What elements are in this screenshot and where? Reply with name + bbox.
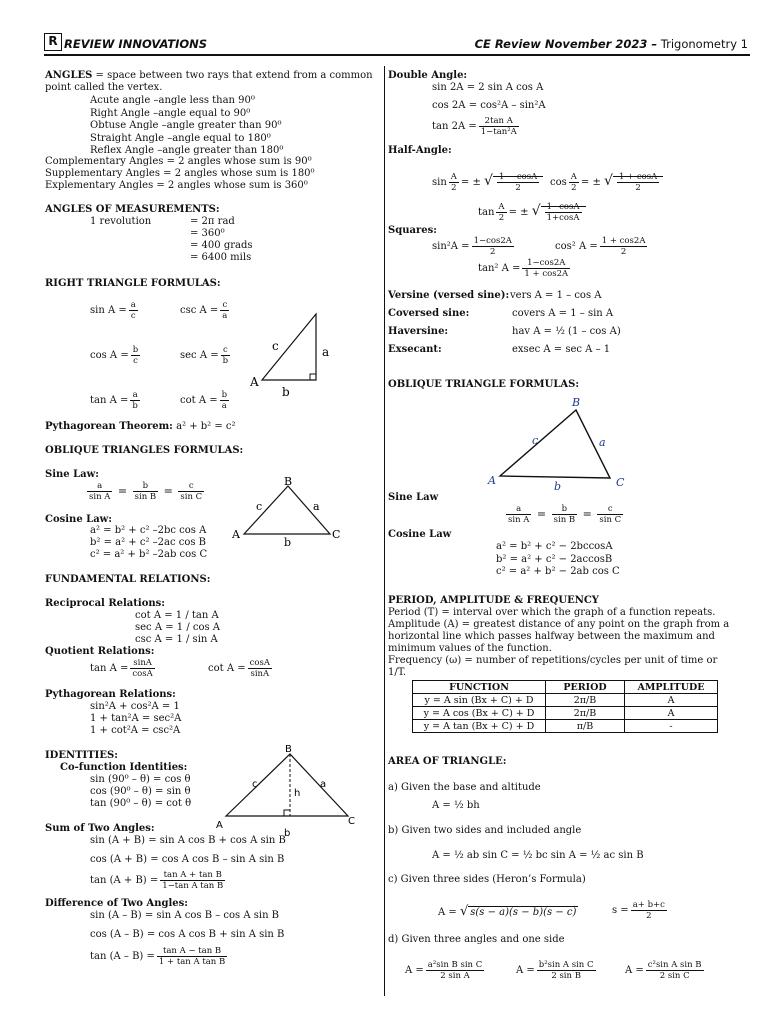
formula-sin (90, 300, 140, 321)
formula-part: Amplitude (A) = greatest distance of any point on the graph from a (388, 619, 730, 630)
formula-part: sin B (553, 515, 576, 525)
formula-part: 2 (490, 247, 496, 257)
formula-part: cos² A = (555, 241, 598, 252)
double-tan (432, 116, 521, 137)
table-row (413, 707, 718, 720)
measurement-value: = 2π rad (190, 216, 235, 227)
area-c-label: c) Given three sides (Heron’s Formula) (388, 874, 586, 885)
area-a-formula: A = ½ bh (432, 800, 480, 811)
angles-title: ANGLES (45, 70, 93, 81)
formula-part: sinA (130, 658, 154, 669)
formula-part: C (616, 476, 625, 489)
formula-part: tan (90⁰ – θ) = cot θ (90, 798, 192, 809)
area-b-label: b) Given two sides and included angle (388, 825, 582, 836)
formula-part: b (221, 390, 228, 400)
column-divider (384, 66, 385, 996)
pythagorean-theorem (45, 421, 236, 432)
pyth-label: Pythagorean Theorem: (45, 421, 173, 432)
angle-sum: Complementary Angles = 2 angles whose sum is 90⁰ (45, 156, 312, 167)
formula-part: 2 (451, 183, 457, 193)
area-d-label: d) Given three angles and one side (388, 934, 565, 945)
area-b-formula: A = ½ ab sin C = ½ bc sin A = ½ ac sin B (432, 850, 644, 861)
formula-part: 2π/B (546, 694, 625, 707)
formula-part: 1 − cosA (498, 172, 538, 182)
formula-part: c² = a² + b² − 2ab cos C (496, 566, 620, 577)
formula-part: c²sin A sin B (647, 960, 702, 970)
formula-part: csc A = (180, 305, 219, 316)
formula-part: 1−tan A tan B (162, 881, 224, 891)
formula-part: - (625, 720, 718, 733)
formula-part: horizontal line which passes halfway between the maximum and (388, 631, 715, 642)
label-A: A (250, 375, 259, 389)
exsecant-formula: exsec A = sec A – 1 (512, 344, 611, 355)
formula-part: cos (550, 177, 567, 188)
measurement-label: 1 revolution (90, 216, 152, 227)
formula-part: A (216, 820, 223, 831)
formula-part: 2 (635, 183, 641, 193)
formula-part: 1 + tan²A = sec²A (90, 713, 182, 724)
square-cos (555, 236, 649, 257)
pythagorean-relations-label: Pythagorean Relations: (45, 689, 176, 700)
formula-part: c (130, 311, 136, 321)
page-title (475, 37, 748, 51)
formula-part: sin A (508, 515, 530, 525)
double-cos: cos 2A = cos²A – sin²A (432, 100, 546, 111)
oblique-triangle-title: OBLIQUE TRIANGLE FORMULAS: (388, 379, 580, 390)
table-row (413, 720, 718, 733)
logo-icon: R (44, 33, 62, 51)
coversed-formula: covers A = 1 – sin A (512, 308, 614, 319)
angle-sum: Explementary Angles = 2 angles whose sum is 360⁰ (45, 180, 308, 191)
cosine-law-label-2: Cosine Law (388, 529, 452, 540)
formula-part: c (133, 356, 138, 366)
formula-part: = ± (580, 177, 601, 188)
formula-part: csc A = 1 / sin A (135, 634, 218, 645)
angle-type: Straight Angle –angle equal to 180⁰ (90, 132, 271, 144)
angles-def-1: = space between two rays that extend from a common (92, 70, 373, 81)
measurement-value: = 6400 mils (190, 252, 252, 263)
formula-part: B (572, 396, 581, 409)
area-title: AREA OF TRIANGLE: (388, 756, 507, 767)
formula-part: sin²A + cos²A = 1 (90, 701, 180, 712)
formula-part: c (597, 504, 623, 515)
cofunction-formulas (90, 774, 191, 810)
right-triangle-title: RIGHT TRIANGLE FORMULAS: (45, 278, 221, 289)
formula-sec (180, 345, 232, 366)
formula-part: b (284, 536, 292, 548)
area-d-formula-3 (625, 960, 706, 981)
formula-part: b (284, 828, 291, 839)
formula-part: sin B (134, 492, 157, 502)
diff-sin: sin (A – B) = sin A cos B – cos A sin B (90, 910, 280, 921)
formula-part: C (332, 528, 341, 541)
double-angle-label: Double Angle: (388, 70, 468, 81)
formula-part: cos (90⁰ – θ) = sin θ (90, 786, 191, 797)
angles-definition (45, 70, 373, 94)
identities-title: IDENTITIES: (45, 750, 118, 761)
formula-part: = ± (460, 177, 481, 188)
diff-cos: cos (A – B) = cos A cos B + sin A sin B (90, 929, 285, 940)
measurement-value: = 400 grads (190, 240, 253, 251)
formula-part: C (348, 816, 355, 827)
sine-law-label-2: Sine Law (388, 492, 439, 503)
formula-part: sin A = (90, 305, 127, 316)
formula-part: 1+cosA (546, 213, 580, 223)
formula-part: 2 (620, 247, 627, 257)
formula-part: minimum values of the function. (388, 643, 552, 654)
angle-type: Obtuse Angle –angle greater than 90⁰ (90, 120, 282, 131)
formula-part: b (554, 480, 562, 493)
label-b: b (282, 385, 290, 399)
cosine-law-formulas (90, 525, 207, 561)
period-table (412, 680, 718, 733)
reciprocal-formulas (135, 610, 220, 646)
formula-part: a (599, 436, 606, 449)
formula-part: a (506, 504, 531, 515)
versine-formula: vers A = 1 – cos A (510, 290, 602, 301)
difference-angles-label: Difference of Two Angles: (45, 898, 188, 909)
sum-tan (90, 870, 227, 891)
formula-part: 2π/B (546, 707, 625, 720)
formula-part: c (221, 345, 230, 356)
angles-def-2: point called the vertex. (45, 82, 163, 93)
formula-part: tan (478, 207, 495, 218)
label-a: a (322, 345, 330, 359)
half-angle-label: Half-Angle: (388, 145, 452, 156)
formula-part: sin²A = (432, 241, 470, 252)
oblique-triangle-diagram (230, 476, 350, 548)
quotient-cot (208, 658, 274, 679)
formula-part: Period (T) = interval over which the graph of a function repeats. (388, 607, 716, 618)
formula-part: 2 (646, 911, 652, 921)
versine-label: Versine (versed sine): (388, 290, 510, 301)
half-cos: cos $\frac{A}{2}$ = ± √ $\frac{1 + \cos A}{2}$ (550, 172, 663, 193)
formula-part: tan A + tan B (160, 870, 225, 881)
formula-part: sinA (250, 669, 270, 679)
formula-part: A (232, 528, 240, 541)
measurement-value: = 360⁰ (190, 228, 225, 239)
formula-part: B (284, 476, 293, 488)
double-sin: sin 2A = 2 sin A cos A (432, 82, 544, 93)
formula-part: a+ b+c (632, 900, 665, 910)
cosine-law-formulas-2 (496, 541, 620, 579)
formula-part: 1−cos2A (522, 258, 570, 269)
square-sin (432, 236, 516, 257)
cosine-law-label: Cosine Law: (45, 514, 112, 525)
sum-cos: cos (A + B) = cos A cos B – sin A sin B (90, 854, 285, 865)
formula-csc (180, 300, 231, 321)
cofunction-label: Co-function Identities: (60, 762, 188, 773)
formula-part: b² = a² + c² − 2accosB (496, 553, 613, 565)
formula-part: c (178, 481, 204, 492)
formula-part: cosA (249, 658, 270, 668)
angle-sums-list (45, 156, 315, 192)
area-c-formula: A = √ s(s − a)(s − b)(s − c) (438, 904, 577, 919)
angle-type: Reflex Angle –angle greater than 180⁰ (90, 145, 284, 156)
table-row (413, 694, 718, 707)
formula-part: b (132, 401, 138, 411)
formula-part: A = (438, 907, 457, 918)
formula-part: sin (432, 177, 447, 188)
formula-part: 1 + cos2A (524, 269, 569, 279)
formula-part: a² = b² + c² − 2bccosA (496, 541, 613, 552)
sine-law-label: Sine Law: (45, 469, 99, 480)
formula-part: 2 sin C (659, 971, 690, 981)
formula-part: s = (612, 905, 629, 916)
diff-tan (90, 946, 229, 967)
altitude-triangle-diagram (212, 742, 360, 840)
formula-part: c (220, 300, 229, 311)
formula-part: sin A (89, 492, 111, 502)
formula-part: A (625, 707, 718, 720)
right-triangle-diagram (250, 310, 340, 400)
formula-part: b (133, 481, 159, 492)
squares-label: Squares: (388, 225, 437, 236)
formula-part: 2 (571, 183, 577, 193)
formula-part: c (256, 500, 263, 513)
sum-angles-label: Sum of Two Angles: (45, 823, 155, 834)
haversine-label: Haversine: (388, 326, 449, 337)
formula-part: A (450, 172, 457, 182)
formula-part: 1−tan²A (480, 127, 517, 137)
formula-part: 2 (498, 213, 505, 223)
formula-part: cos A = (90, 350, 129, 361)
area-d-formula-1 (405, 960, 486, 981)
measurement-values (190, 216, 253, 264)
header-rule (44, 54, 750, 56)
sum-sin: sin (A + B) = sin A cos B + cos A sin B (90, 835, 286, 846)
formula-part: 1 + cos2A (601, 236, 646, 246)
formula-part: y = A sin (Bx + C) + D (413, 694, 546, 707)
cosine-law-line: b² = a² + c² –2ac cos B (90, 537, 207, 548)
formula-part: y = A cos (Bx + C) + D (413, 707, 546, 720)
haversine-formula: hav A = ½ (1 – cos A) (512, 326, 621, 337)
oblique-triangles-title: OBLIQUE TRIANGLES FORMULAS: (45, 445, 244, 456)
area-d-formula-2 (516, 960, 598, 981)
area-a-label: a) Given the base and altitude (388, 782, 541, 793)
formula-part: 1 + tan A tan B (158, 957, 226, 967)
formula-part: tan (A + B) = (90, 875, 159, 886)
angle-types-list (90, 95, 283, 158)
formula-part: b (132, 345, 139, 355)
measurements-title: ANGLES OF MEASUREMENTS: (45, 204, 220, 215)
half-tan: tan $\frac{A}{2}$ = ± √ $\frac{1-\cos A}{1+\cos A}$ (478, 202, 586, 223)
pyth-formula: a² + b² = c² (176, 421, 236, 432)
formula-part: tan A = (90, 395, 129, 406)
brand-name: REVIEW INNOVATIONS (64, 37, 208, 51)
coversed-label: Coversed sine: (388, 308, 470, 319)
cosine-law-line: a² = b² + c² –2bc cos A (90, 525, 207, 536)
quotient-label: Quotient Relations: (45, 646, 155, 657)
formula-part: cot A = (180, 395, 218, 406)
formula-part: A = (625, 965, 644, 976)
formula-part: a (313, 500, 320, 513)
title-rest: Trigonometry 1 (657, 37, 748, 51)
formula-part: h (294, 788, 301, 799)
formula-part: 1 + cosA (618, 172, 658, 182)
formula-part: Frequency (ω) = number of repetitions/cycles per unit of time or (388, 655, 718, 666)
area-c-semiperimeter (612, 900, 669, 921)
formula-part: sin C (599, 515, 622, 525)
reciprocal-label: Reciprocal Relations: (45, 598, 165, 609)
half-sin: sin $\frac{A}{2}$ = ± √ $\frac{1 - \cos A}{2}$ (432, 172, 543, 193)
formula-part: a (130, 390, 139, 401)
formula-part: b (222, 356, 229, 366)
formula-part: 2tan A (479, 116, 519, 127)
formula-part: cosA (132, 669, 153, 679)
formula-part: tan (A – B) = (90, 951, 155, 962)
formula-part: s(s − a)(s − b)(s − c) (470, 907, 577, 918)
formula-part: y = A tan (Bx + C) + D (413, 720, 546, 733)
formula-part: a (130, 300, 136, 310)
formula-part: A (498, 202, 505, 212)
formula-part: = ± (508, 207, 529, 218)
formula-part: 1−cosA (546, 202, 580, 212)
title-bold: CE Review November 2023 – (474, 37, 658, 51)
formula-part: cot A = (208, 663, 246, 674)
sine-law-formula: $\frac{a}{\text{sin A}}$ = $\frac{b}{\text{sin B}}$ = $\frac{c}{\text{sin C}}$ (89, 481, 203, 502)
formula-part: 2 (515, 183, 521, 193)
formula-part: 1−cos2A (473, 236, 512, 246)
angle-type: Right Angle –angle equal to 90⁰ (90, 107, 251, 119)
formula-part: sec A = (180, 350, 219, 361)
formula-part: AMPLITUDE (625, 681, 718, 694)
oblique-triangle-diagram-2 (486, 394, 630, 494)
formula-part: PERIOD (546, 681, 625, 694)
formula-part: a (221, 401, 227, 411)
formula-part: c (252, 779, 258, 790)
square-tan (478, 258, 572, 279)
fundamental-relations-title: FUNDAMENTAL RELATIONS: (45, 574, 211, 585)
formula-part: a (320, 779, 327, 790)
formula-cot (180, 390, 231, 411)
formula-part: sin C (180, 492, 203, 502)
formula-part: b²sin A sin C (538, 960, 594, 970)
formula-part: 2 sin B (551, 971, 581, 981)
formula-part: π/B (546, 720, 625, 733)
formula-part: sin (90⁰ – θ) = cos θ (90, 774, 191, 785)
formula-part: 1 + cot²A = csc²A (90, 725, 181, 736)
formula-part: tan² A = (478, 263, 521, 274)
formula-part: a (87, 481, 112, 492)
formula-tan (90, 390, 142, 411)
formula-part: sec A = 1 / cos A (135, 622, 221, 633)
sine-law-formula-2: $\frac{a}{\text{sin A}}$ = $\frac{b}{\text{sin B}}$ = $\frac{c}{\text{sin C}}$ (508, 504, 622, 525)
quotient-tan (90, 658, 157, 679)
formula-part: a²sin B sin C (427, 960, 483, 970)
formula-part: c (532, 434, 539, 447)
pythagorean-relations (90, 701, 181, 737)
formula-part: FUNCTION (413, 681, 546, 694)
formula-part: tan A = (90, 663, 129, 674)
formula-part: A (488, 474, 496, 487)
formula-cos (90, 345, 142, 366)
period-text (388, 607, 729, 679)
angle-sum: Supplementary Angles = 2 angles whose sum is 180⁰ (45, 168, 315, 179)
formula-part: A = (516, 965, 535, 976)
formula-part: b (552, 504, 578, 515)
angle-type: Acute angle –angle less than 90⁰ (90, 95, 255, 106)
formula-part: A (570, 172, 577, 182)
formula-part: 2 sin A (440, 971, 470, 981)
cosine-law-line: c² = a² + b² –2ab cos C (90, 549, 208, 560)
formula-part: A = (405, 965, 424, 976)
table-header-row (413, 681, 718, 694)
formula-part: A (625, 694, 718, 707)
formula-part: tan A − tan B (157, 946, 227, 957)
formula-part: tan 2A = (432, 121, 477, 132)
formula-part: 1/T. (388, 667, 407, 678)
formula-part: a (222, 311, 228, 321)
formula-part: cot A = 1 / tan A (135, 610, 219, 621)
label-c: c (272, 339, 279, 353)
formula-part: B (285, 744, 292, 755)
period-title: PERIOD, AMPLITUDE & FREQUENCY (388, 595, 599, 606)
exsecant-label: Exsecant: (388, 344, 442, 355)
